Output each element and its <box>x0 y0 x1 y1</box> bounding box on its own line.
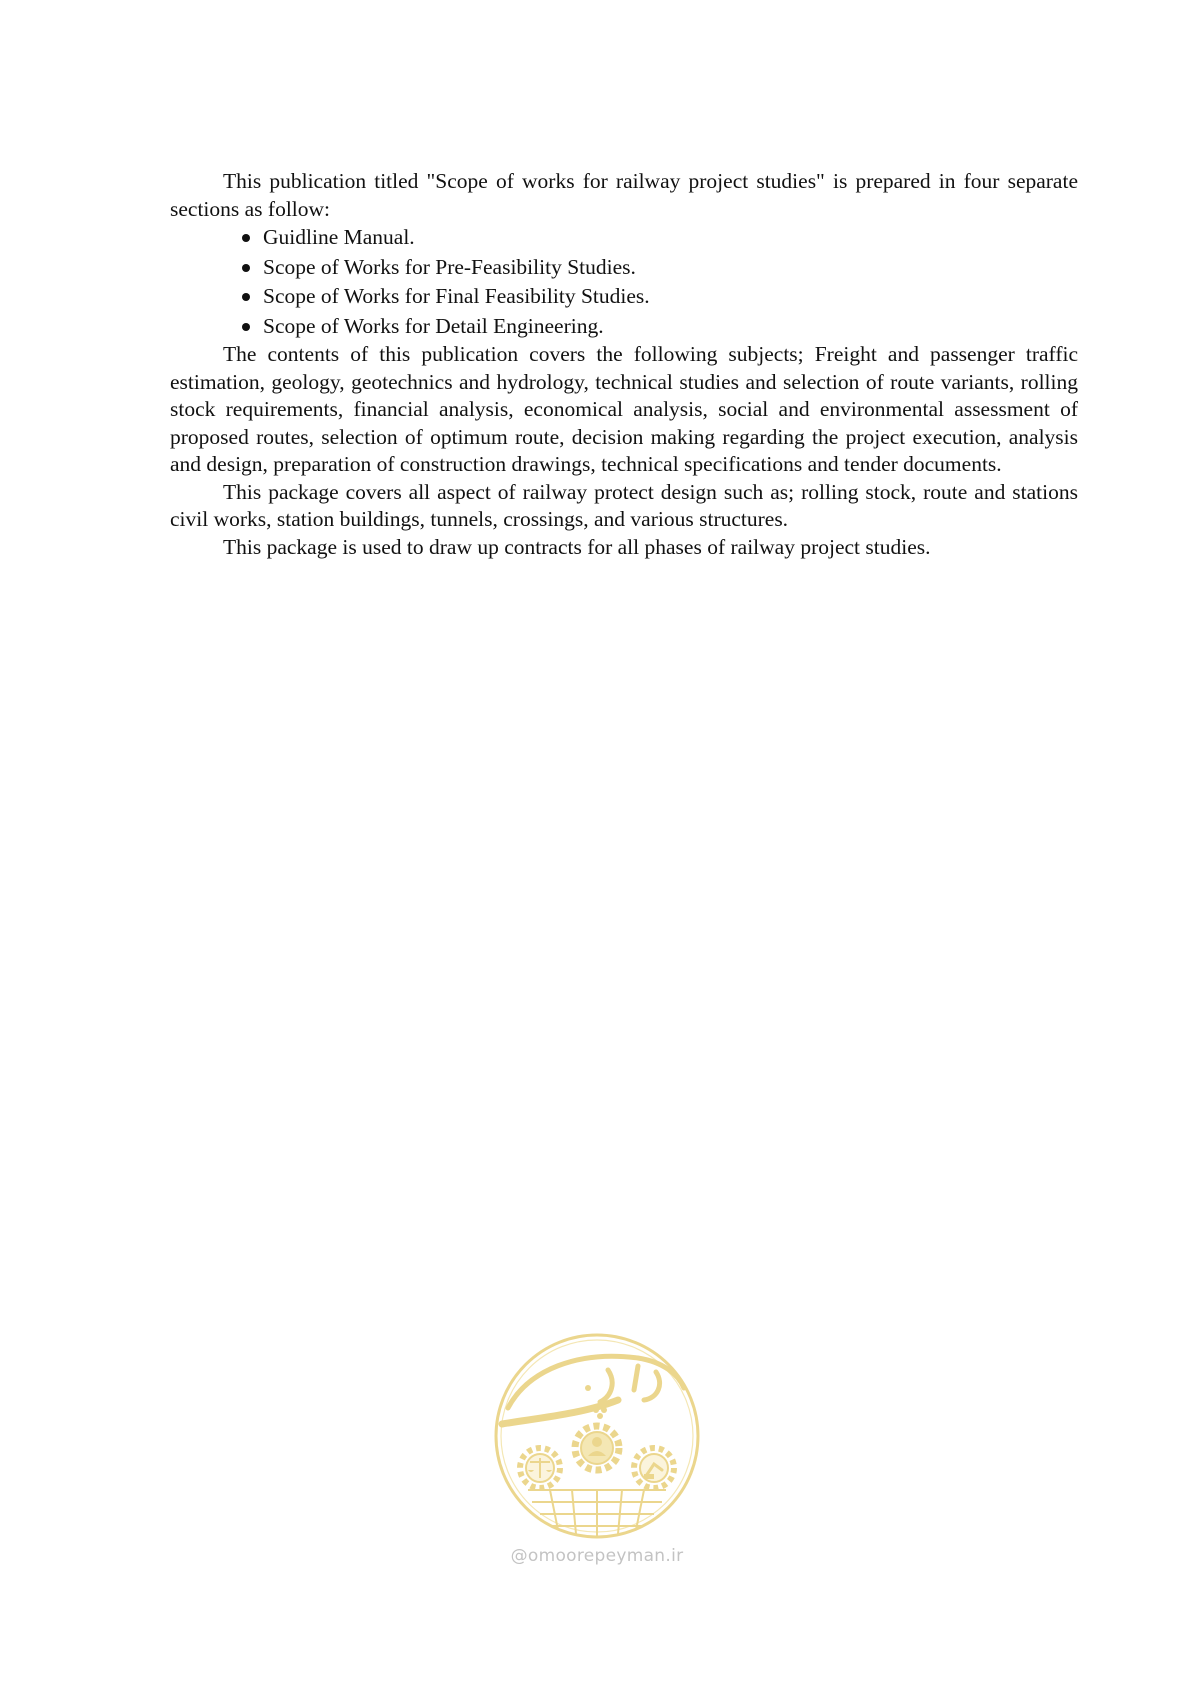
sections-list <box>170 223 1078 341</box>
usage-paragraph: This package is used to draw up contracts for all phases of railway project studies. <box>223 534 931 559</box>
scales-of-justice-icon <box>520 1448 560 1488</box>
list-item <box>242 223 1078 253</box>
intro-paragraph: This publication titled "Scope of works for railway project studies" is prepared in four separate sections as follow: <box>170 169 1078 221</box>
omoorepeyman-logo-icon <box>488 1330 706 1542</box>
grid-pattern <box>528 1490 666 1536</box>
watermark-logo <box>488 1330 706 1570</box>
bullet-icon <box>242 234 250 242</box>
list-item <box>242 312 1078 342</box>
bullet-icon <box>242 293 250 301</box>
excavator-icon <box>634 1448 674 1488</box>
list-item-text: Scope of Works for Final Feasibility Studies. <box>263 284 650 308</box>
list-item-text: Guidline Manual. <box>263 225 415 249</box>
list-item <box>242 253 1078 283</box>
contents-paragraph: The contents of this publication covers the following subjects; Freight and passenger traffic estimation, geology, geotechnics and hydrology, technical studies and selection of route variants, rolling stock requirements, financial analysis, economical analysis, social and environmental assessment of proposed routes, selection of optimum route, decision making regarding the project execution, analysis and design, preparation of construction drawings, technical specifications and tender documents. <box>170 342 1078 476</box>
document-body <box>170 168 1078 561</box>
bullet-icon <box>242 264 250 272</box>
gear-icon <box>575 1426 619 1470</box>
watermark-caption: @omoorepeyman.ir <box>510 1546 684 1566</box>
bullet-icon <box>242 323 250 331</box>
coverage-paragraph: This package covers all aspect of railway protect design such as; rolling stock, route and stations civil works, station buildings, tunnels, crossings, and various structures. <box>170 479 1078 531</box>
list-item <box>242 282 1078 312</box>
list-item-text: Scope of Works for Pre-Feasibility Studies. <box>263 254 636 279</box>
list-item-text: Scope of Works for Detail Engineering. <box>263 313 604 338</box>
